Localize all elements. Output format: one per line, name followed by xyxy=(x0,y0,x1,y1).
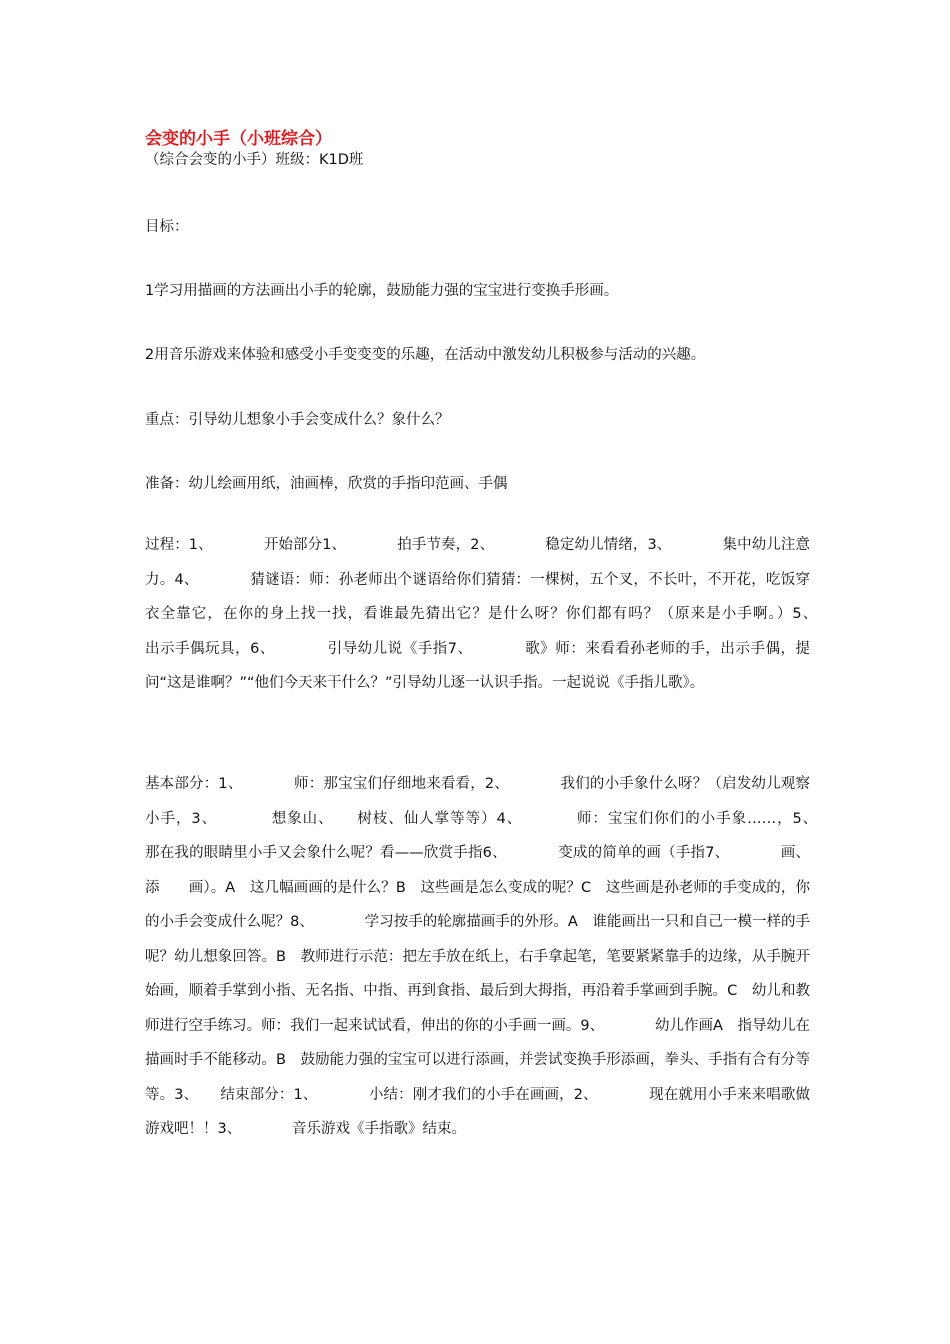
basic-part-paragraph: 基本部分：1、 师：那宝宝们仔细地来看看，2、 我们的小手象什么呀？（启发幼儿观察小手，3、 想象山、 树枝、仙人掌等等）4、 师：宝宝们你们的小手象……，5、 那在我的眼睛里小手又会象什么呢？看——欣赏手指6、 变成的简单的画（手指7、 画、添 画）。A 这几幅画画的是什么？B 这些画是怎么变成的呢？C 这些画是孙老师的手变成的，你的小手会变成什么呢？8、 学习按手的轮廓描画手的外形。A 谁能画出一只和自己一模一样的手呢？幼儿想象回答。B 教师进行示范：把左手放在纸上，右手拿起笔，笔要紧紧靠手的边缘，从手腕开始画，顺着手掌到小指、无名指、中指、再到食指、最后到大拇指，再沿着手掌画到手腕。C 幼儿和教师进行空手练习。师：我们一起来试试看，伸出的你的小手画一画。9、 幼儿作画A 指导幼儿在描画时手不能移动。B 鼓励能力强的宝宝可以进行添画，并尝试变换手形添画，拳头、手指有合有分等等。3、 结束部分：1、 小结：刚才我们的小手在画画，2、 现在就用小手来来唱歌做游戏吧！！3、 音乐游戏《手指歌》结束。 xyxy=(145,776,868,1137)
goal-heading: 目标： xyxy=(145,219,189,235)
process-paragraph: 过程：1、 开始部分1、 拍手节奏，2、 稳定幼儿情绪，3、 集中幼儿注意力。4、 猜谜语：师：孙老师出个谜语给你们猜猜：一棵树，五个叉，不长叶，不开花，吃饭穿衣全靠它，在你的身上找一找，看谁最先猜出它？是什么呀？你们都有吗？（原来是小手啊。）5、 出示手偶玩具，6、 引导幼儿说《手指7、 歌》师：来看看孙老师的手，出示手偶，提问“这是谁啊？”“他们今天来干什么？”引导幼儿逐一认识手指。一起说说《手指儿歌》。 xyxy=(145,537,868,691)
document-title: 会变的小手（小班综合） xyxy=(145,129,332,149)
goal-item-1: 1学习用描画的方法画出小手的轮廓，鼓励能力强的宝宝进行变换手形画。 xyxy=(145,283,619,299)
goal-item-2: 2用音乐游戏来体验和感受小手变变变的乐趣，在活动中激发幼儿积极参与活动的兴趣。 xyxy=(145,347,706,363)
preparation: 准备：幼儿绘画用纸，油画棒，欣赏的手指印范画、手偶 xyxy=(145,476,508,492)
document-subtitle: （综合会变的小手）班级：K1D班 xyxy=(145,152,364,168)
key-point: 重点：引导幼儿想象小手会变成什么？象什么？ xyxy=(145,412,450,428)
